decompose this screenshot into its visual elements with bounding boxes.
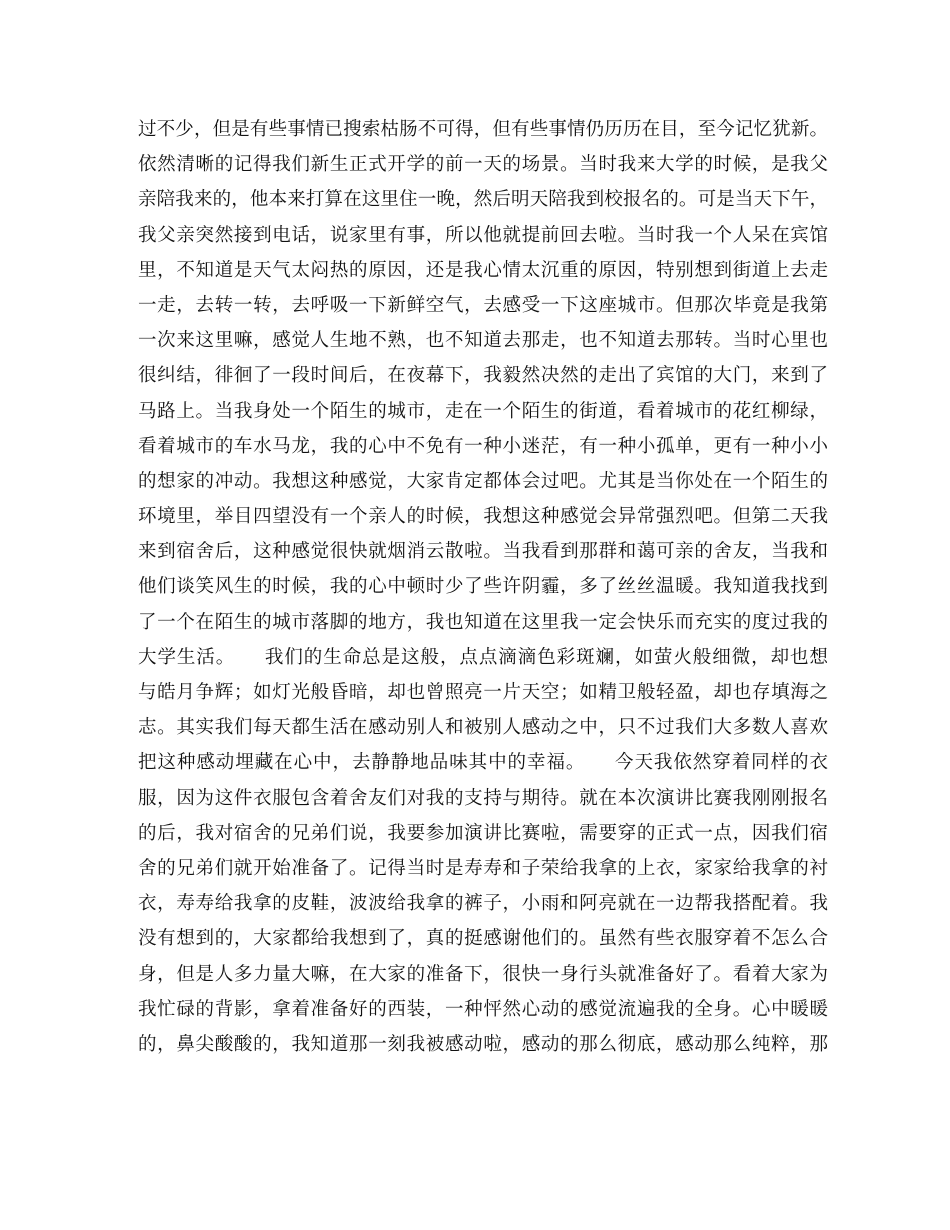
text-line: 的想家的冲动。我想这种感觉，大家肯定都体会过吧。尤其是当你处在一个陌生的	[138, 470, 828, 492]
text-line: 看着城市的车水马龙，我的心中不免有一种小迷茫，有一种小孤单，更有一种小小	[138, 435, 828, 457]
text-line: 环境里，举目四望没有一个亲人的时候，我想这种感觉会异常强烈吧。但第二天我	[138, 506, 828, 528]
text-line: 我父亲突然接到电话，说家里有事，所以他就提前回去啦。当时我一个人呆在宾馆	[138, 224, 828, 246]
text-line: 的，鼻尖酸酸的，我知道那一刻我被感动啦，感动的那么彻底，感动那么纯粹，那	[138, 1033, 828, 1055]
text-line: 志。其实我们每天都生活在感动别人和被别人感动之中，只不过我们大多数人喜欢	[138, 717, 828, 739]
text-line: 身，但是人多力量大嘛，在大家的准备下，很快一身行头就准备好了。看着大家为	[138, 963, 828, 985]
text-line: 依然清晰的记得我们新生正式开学的前一天的场景。当时我来大学的时候，是我父	[138, 154, 828, 176]
text-line: 一次来这里嘛，感觉人生地不熟，也不知道去那走，也不知道去那转。当时心里也	[138, 330, 828, 352]
text-line: 过不少，但是有些事情已搜索枯肠不可得，但有些事情仍历历在目，至今记忆犹新。	[138, 119, 828, 140]
text-line: 没有想到的，大家都给我想到了，真的挺感谢他们的。虽然有些衣服穿着不怎么合	[138, 928, 828, 950]
text-line: 很纠结，徘徊了一段时间后，在夜幕下，我毅然决然的走出了宾馆的大门，来到了	[138, 365, 828, 387]
text-line: 一走，去转一转，去呼吸一下新鲜空气，去感受一下这座城市。但那次毕竟是我第	[138, 294, 828, 316]
text-line: 亲陪我来的，他本来打算在这里住一晚，然后明天陪我到校报名的。可是当天下午，	[138, 189, 828, 211]
text-line: 我忙碌的背影，拿着准备好的西装，一种怦然心动的感觉流遍我的全身。心中暖暖	[138, 998, 828, 1020]
text-line: 了一个在陌生的城市落脚的地方，我也知道在这里我一定会快乐而充实的度过我的	[138, 611, 828, 633]
text-line: 服，因为这件衣服包含着舍友们对我的支持与期待。就在本次演讲比赛我刚刚报名	[138, 787, 828, 809]
text-line: 马路上。当我身处一个陌生的城市，走在一个陌生的街道，看着城市的花红柳绿，	[138, 400, 828, 422]
body-text	[138, 112, 828, 1062]
text-line: 里，不知道是天气太闷热的原因，还是我心情太沉重的原因，特别想到街道上去走	[138, 259, 828, 281]
text-line: 舍的兄弟们就开始准备了。记得当时是寿寿和子荣给我拿的上衣，家家给我拿的衬	[138, 857, 828, 879]
text-line: 衣，寿寿给我拿的皮鞋，波波给我拿的裤子，小雨和阿亮就在一边帮我搭配着。我	[138, 893, 828, 915]
text-line: 来到宿舍后，这种感觉很快就烟消云散啦。当我看到那群和蔼可亲的舍友，当我和	[138, 541, 828, 563]
text-line: 的后，我对宿舍的兄弟们说，我要参加演讲比赛啦，需要穿的正式一点，因我们宿	[138, 822, 828, 844]
text-line: 他们谈笑风生的时候，我的心中顿时少了些许阴霾，多了丝丝温暖。我知道我找到	[138, 576, 828, 598]
text-line: 大学生活。 我们的生命总是这般，点点滴滴色彩斑斓，如萤火般细微，却也想	[138, 646, 828, 668]
text-line: 把这种感动埋藏在心中，去静静地品味其中的幸福。 今天我依然穿着同样的衣	[138, 752, 828, 774]
text-line: 与皓月争辉；如灯光般昏暗，却也曾照亮一片天空；如精卫般轻盈，却也存填海之	[138, 682, 828, 703]
